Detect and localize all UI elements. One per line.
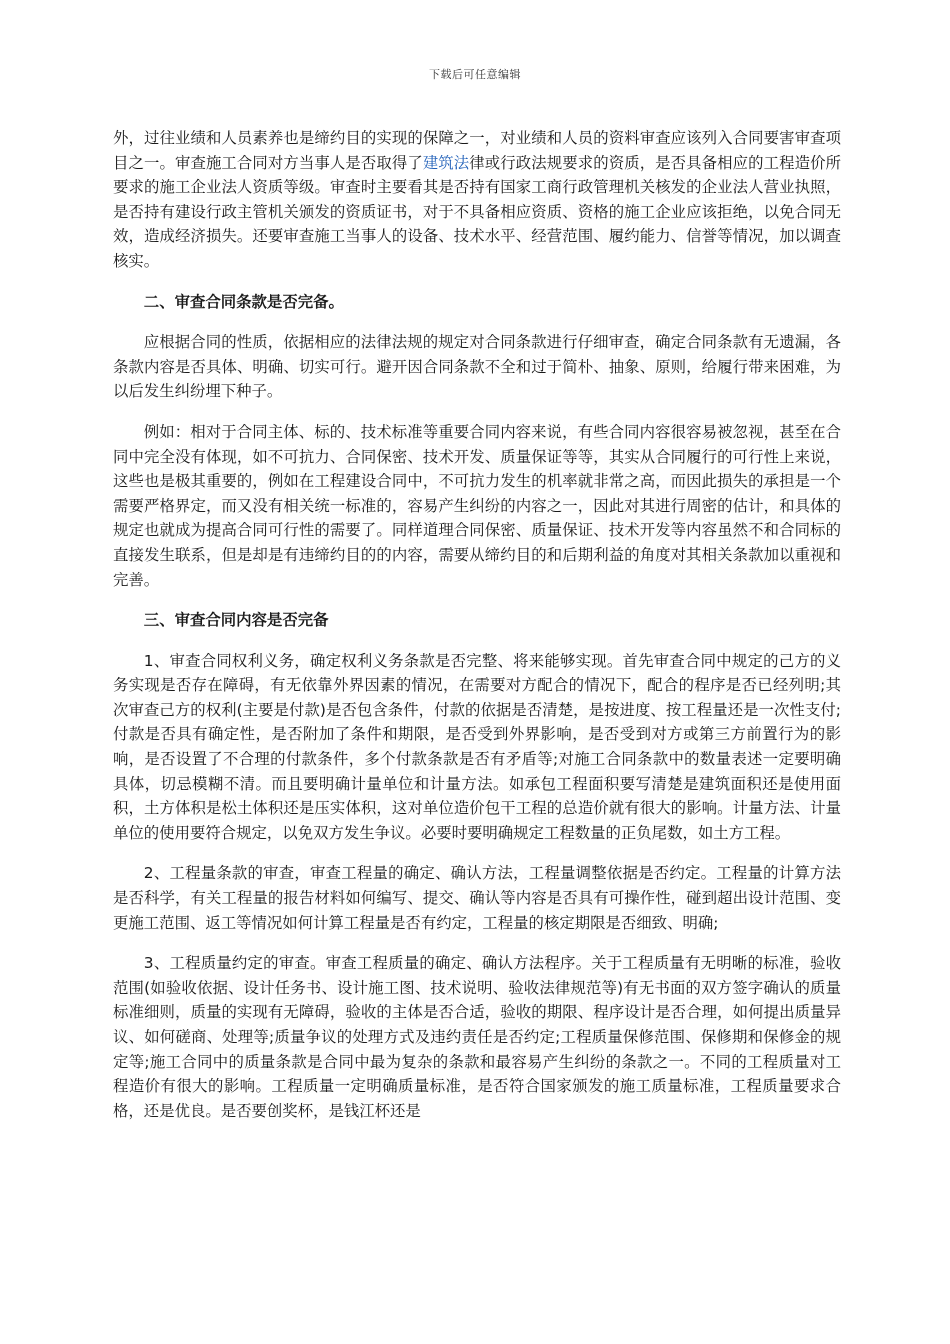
section-heading-3: 三、审查合同内容是否完备 (143, 611, 329, 630)
paragraph-text: 外，过往业绩和人员素养也是缔约目的实现的保障之一，对业绩和人员的资料审查应该列入合同要害审查项目之一。审查施工合同对方当事人是否取得了 (113, 129, 841, 172)
paragraph-qualification-review (113, 126, 841, 274)
document-body (113, 126, 841, 1123)
paragraph-quality-clause: 3、工程质量约定的审查。审查工程质量的确定、确认方法程序。关于工程质量有无明晰的标准，验收范围(如验收依据、设计任务书、设计施工图、技术说明、验收法律规范等)有无书面的双方签字确认的质量标准细则，质量的实现有无障碍，验收的主体是否合适，验收的期限、程序设计是否合理，如何提出质量异议、如何磋商、处理等;质量争议的处理方式及违约责任是否约定;工程质量保修范围、保修期和保修金的规定等;施工合同中的质量条款是合同中最为复杂的条款和最容易产生纠纷的条款之一。不同的工程质量对工程造价有很大的影响。工程质量一定明确质量标准，是否符合国家颁发的施工质量标准，工程质量要求合格，还是优良。是否要创奖杯，是钱江杯还是 (113, 954, 841, 1120)
paragraph-quantity-clause: 2、工程量条款的审查，审查工程量的确定、确认方法，工程量调整依据是否约定。工程量的计算方法是否科学，有关工程量的报告材料如何编写、提交、确认等内容是否具有可操作性，碰到超出设计范围、变更施工范围、返工等情况如何计算工程量是否有约定，工程量的核定期限是否细致、明确; (113, 864, 841, 932)
paragraph-text: 律或行政法规要求的资质，是否具备相应的工程造价所要求的施工企业法人资质等级。审查时主要看其是否持有国家工商行政管理机关核发的企业法人营业执照，是否持有建设行政主管机关颁发的资质证书，对于不具备相应资质、资格的施工企业应该拒绝，以免合同无效，造成经济损失。还要审查施工当事人的设备、技术水平、经营范围、履约能力、信誉等情况，加以调查核实。 (113, 153, 841, 270)
paragraph-example: 例如：相对于合同主体、标的、技术标准等重要合同内容来说，有些合同内容很容易被忽视，甚至在合同中完全没有体现，如不可抗力、合同保密、技术开发、质量保证等等，其实从合同履行的可行性上来说，这些也是极其重要的，例如在工程建设合同中，不可抗力发生的机率就非常之高，而因此损失的承担是一个需要严格界定，而又没有相关统一标准的，容易产生纠纷的内容之一，因此对其进行周密的估计，和具体的规定也就成为提高合同可行性的需要了。同样道理合同保密、质量保证、技术开发等内容虽然不和合同标的直接发生联系，但是却是有违缔约目的的内容，需要从缔约目的和后期利益的角度对其相关条款加以重视和完善。 (113, 422, 841, 589)
section-heading-2: 二、审查合同条款是否完备。 (143, 292, 344, 311)
paragraph-rights-obligations: 1、审查合同权利义务，确定权利义务条款是否完整、将来能够实现。首先审查合同中规定的己方的义务实现是否存在障碍，有无依靠外界因素的情况，在需要对方配合的情况下，配合的程序是否已经列明;其次审查己方的权利(主要是付款)是否包含条件，付款的依据是否清楚，是按进度、按工程量还是一次性支付;付款是否具有确定性，是否附加了条件和期限，是否受到外界影响，是否受到对方或第三方前置行为的影响，是否设置了不合理的付款条件，多个付款条款是否有矛盾等;对施工合同条款中的数量表述一定要明确具体，切忌模糊不清。而且要明确计量单位和计量方法。如承包工程面积要写清楚是建筑面积还是使用面积，土方体积是松土体积还是压实体积，这对单位造价包干工程的总造价就有很大的影响。计量方法、计量单位的使用要符合规定，以免双方发生争议。必要时要明确规定工程数量的正负尾数，如土方工程。 (113, 651, 841, 842)
construction-law-link[interactable]: 建筑法 (422, 153, 470, 172)
header-note: 下载后可任意编辑 (429, 68, 521, 81)
paragraph-clause-review: 应根据合同的性质，依据相应的法律法规的规定对合同条款进行仔细审查，确定合同条款有无遗漏，各条款内容是否具体、明确、切实可行。避开因合同条款不全和过于简朴、抽象、原则，给履行带来困难，为以后发生纠纷埋下种子。 (113, 333, 841, 401)
